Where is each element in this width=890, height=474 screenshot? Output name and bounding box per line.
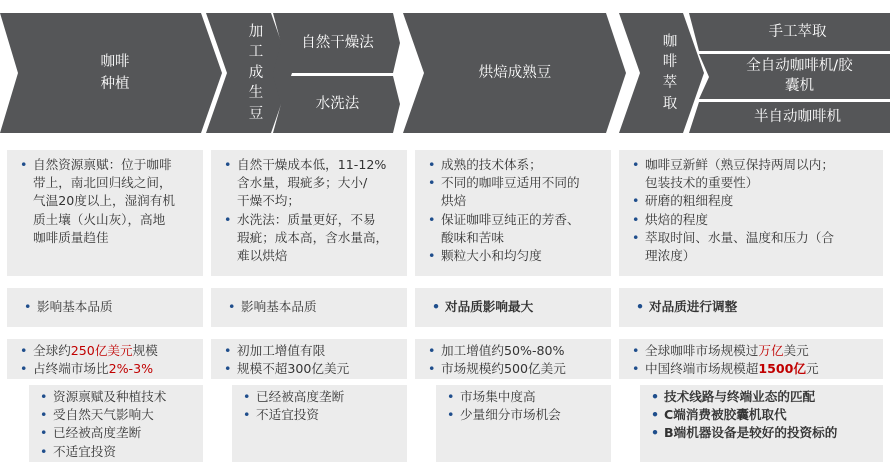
detail-bullet bbox=[631, 229, 879, 265]
stage-extraction-label bbox=[648, 18, 692, 128]
detail-bullet bbox=[427, 156, 607, 174]
stage-label-char: 啡 bbox=[662, 54, 678, 71]
quality-bullet: • 影响基本品质 bbox=[227, 298, 401, 316]
highlight-value: 2%-3% bbox=[108, 361, 154, 377]
highlight-value: 250亿美元 bbox=[70, 343, 133, 358]
text-segment: 占终端市场比 bbox=[33, 361, 109, 377]
investment-box-planting bbox=[29, 385, 203, 462]
investment-bullet: • 不适宜投资 bbox=[39, 443, 197, 461]
investment-box-processing bbox=[232, 385, 407, 462]
quality-box-roasting bbox=[415, 288, 611, 327]
method-label-line: 全自动咖啡机/胶 bbox=[746, 57, 853, 74]
text-line: 咖啡豆新鲜（熟豆保持两周以内； bbox=[645, 157, 834, 172]
investment-bullet: • 资源禀赋及种植技术 bbox=[39, 388, 197, 406]
highlight-value: 1500亿 bbox=[758, 361, 806, 377]
quality-box-planting bbox=[7, 288, 203, 327]
method-manual-extraction-label: 手工萃取 bbox=[768, 23, 827, 40]
detail-bullet bbox=[19, 156, 197, 247]
text-segment: 全球约 bbox=[33, 343, 71, 358]
text-segment: 全球咖啡市场规模过 bbox=[645, 343, 759, 358]
quality-bullet: • 对品质进行调整 bbox=[635, 298, 877, 316]
stage-coffee-planting-label bbox=[60, 13, 170, 133]
method-label-line: 囊机 bbox=[785, 77, 814, 94]
investment-bullet: • 已经被高度垄断 bbox=[39, 424, 197, 442]
method-semi-automatic-machine-label: 半自动咖啡机 bbox=[754, 109, 841, 126]
text-segment: 美元 bbox=[783, 343, 809, 358]
stage-roasting-label: 烘焙成熟豆 bbox=[478, 64, 552, 81]
text-line: 自然干燥成本低，11-12% bbox=[237, 157, 387, 172]
text-line: 理浓度） bbox=[645, 248, 696, 264]
stage-label-char: 取 bbox=[662, 95, 678, 112]
text-line: 气温20度以上，湿润有机 bbox=[33, 193, 175, 209]
quality-box-extraction bbox=[619, 288, 883, 327]
quality-box-processing bbox=[211, 288, 407, 327]
stage-label-char: 成 bbox=[248, 64, 264, 81]
market-bullet bbox=[631, 360, 877, 378]
text-line: 含水量，瑕疵多；大小/ bbox=[237, 175, 368, 191]
market-bullet bbox=[19, 360, 197, 378]
text-line: 包装技术的重要性） bbox=[645, 175, 759, 191]
text-line: 萃取时间、水量、温度和压力（合 bbox=[645, 229, 834, 245]
stage-label-char: 萃 bbox=[662, 75, 678, 91]
text-segment: 规模 bbox=[132, 343, 158, 358]
text-line: 水洗法：质量更好，不易 bbox=[237, 211, 376, 227]
text-line: 酸味和苦味 bbox=[441, 229, 504, 245]
detail-box-planting bbox=[7, 150, 203, 276]
detail-bullet bbox=[631, 211, 879, 229]
investment-bullet: • 受自然天气影响大 bbox=[39, 406, 197, 424]
market-box-processing bbox=[211, 339, 407, 379]
method-automatic-machine-label bbox=[712, 54, 887, 99]
stage-label-char: 加 bbox=[248, 23, 264, 40]
quality-bullet: • 影响基本品质 bbox=[23, 298, 197, 316]
text-line: 难以烘焙 bbox=[237, 248, 288, 264]
text-line: 质土壤（火山灰），高地 bbox=[33, 211, 166, 227]
market-bullet: • 加工增值约50%-80% bbox=[427, 342, 605, 360]
detail-bullet bbox=[427, 174, 607, 210]
market-box-roasting bbox=[415, 339, 611, 379]
investment-bullet: • 已经被高度垄断 bbox=[242, 388, 401, 406]
detail-bullet bbox=[631, 156, 879, 192]
text-line: 成熟的技术体系； bbox=[441, 157, 542, 172]
detail-box-processing bbox=[211, 150, 407, 276]
quality-bullet: • 对品质影响最大 bbox=[431, 298, 605, 316]
text-line: 干燥不均； bbox=[237, 193, 300, 209]
investment-box-roasting bbox=[436, 385, 611, 462]
detail-bullet bbox=[223, 156, 403, 211]
investment-bullet: • 少量细分市场机会 bbox=[446, 406, 605, 424]
investment-bullet: • B端机器设备是较好的投资标的 bbox=[650, 424, 877, 442]
text-line: 瑕疵；成本高，含水量高， bbox=[237, 229, 389, 245]
text-line: 烘焙的程度 bbox=[645, 211, 708, 227]
detail-box-extraction bbox=[619, 150, 883, 276]
investment-box-extraction bbox=[640, 385, 883, 462]
text-line: 不同的咖啡豆适用不同的 bbox=[441, 175, 580, 191]
detail-bullet bbox=[631, 192, 879, 210]
investment-bullet: • C端消费被胶囊机取代 bbox=[650, 406, 877, 424]
investment-bullet: • 不适宜投资 bbox=[242, 406, 401, 424]
market-box-extraction bbox=[619, 339, 883, 379]
investment-bullet: • 市场集中度高 bbox=[446, 388, 605, 406]
stage-label-char: 咖 bbox=[662, 33, 678, 50]
market-bullet: • 市场规模约500亿美元 bbox=[427, 360, 605, 378]
text-segment: 元 bbox=[806, 361, 819, 377]
investment-bullet: • 技术线路与终端业态的匹配 bbox=[650, 388, 877, 406]
text-line: 咖啡质量趋佳 bbox=[33, 229, 109, 245]
text-line: 带上，南北回归线之间， bbox=[33, 175, 172, 191]
method-natural-drying-label: 自然干燥法 bbox=[301, 34, 374, 51]
stage-processing-label bbox=[236, 18, 276, 128]
highlight-value: 万亿 bbox=[758, 343, 784, 358]
stage-label-char: 豆 bbox=[248, 105, 264, 122]
market-bullet: • 规模不超300亿美元 bbox=[223, 360, 401, 378]
market-box-planting bbox=[7, 339, 203, 379]
text-line: 自然资源禀赋：位于咖啡 bbox=[33, 157, 172, 172]
detail-bullet bbox=[427, 211, 607, 247]
stage-label-line: 咖啡 bbox=[100, 53, 130, 70]
text-segment: 中国终端市场规模超 bbox=[645, 361, 759, 377]
text-line: 保证咖啡豆纯正的芳香、 bbox=[441, 211, 580, 227]
stage-label-char: 生 bbox=[248, 85, 264, 102]
market-bullet bbox=[19, 342, 197, 360]
method-washed-label: 水洗法 bbox=[315, 96, 360, 113]
stage-label-char: 工 bbox=[248, 44, 264, 61]
stage-label-line: 种植 bbox=[100, 76, 130, 92]
detail-bullet bbox=[427, 247, 607, 265]
text-line: 研磨的粗细程度 bbox=[645, 193, 734, 209]
detail-box-roasting bbox=[415, 150, 611, 276]
market-bullet bbox=[631, 342, 877, 360]
detail-bullet bbox=[223, 211, 403, 266]
market-bullet: • 初加工增值有限 bbox=[223, 342, 401, 360]
text-line: 烘焙 bbox=[441, 193, 467, 209]
text-line: 颗粒大小和均匀度 bbox=[441, 248, 542, 264]
